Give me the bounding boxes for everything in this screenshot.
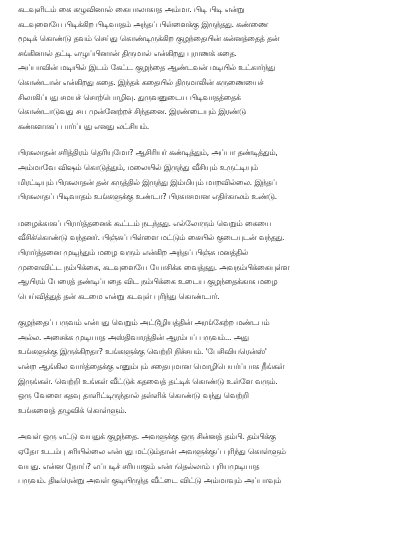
text-line: வீசிக்கொண்டு வந்தனர். பிஞ்சுப் பிள்ளை மட்டும் கையில் குடையுடன் வந்தது. <box>18 233 285 243</box>
text-line: அம்மாவே விஷம் கொடுத்தும், மலையில் இருந்து வீசியும் உருட்டியும் <box>18 162 258 172</box>
text-line: ஒரு வேளை கதவு தாளிட்டிருந்தால் தள்ளிக் கொண்டு வந்து வெற்றி <box>18 391 249 401</box>
text-line: மழைக்காகப் பிரார்த்தனைக் கூட்டம் நடந்தது. எல்லோரும் வெறும் கையை <box>18 218 272 228</box>
paragraph-2 <box>18 146 408 204</box>
text-line: சங்கினால் தட்டி எழுப்பினான் திருமால் என்கிறது புராணக் கதை. <box>18 48 237 58</box>
paragraph-4 <box>18 316 408 418</box>
paragraph-5 <box>18 430 408 488</box>
text-line: கடவுளிடம் கை கழுவினால் கையாலாகாத அம்மா. பிடி பிடி என்று <box>18 5 244 14</box>
text-line: அவள் ஒரு எட்டு வயதுக் குழந்தை. அவளுக்கு ஒரு சின்னத் தம்பி. தம்பிக்கு <box>18 432 276 442</box>
text-line: முளைவிட்ட நம்பிக்கை, கடவுளையே யோசிக்க வைத்தது. அவநம்பிக்கையுள்ள <box>18 262 290 272</box>
text-line: மூடிக் கொண்டு தவம் செய்து கொண்டிருக்கிற குழந்தையின் கன்னத்தைத் தன் <box>18 34 280 44</box>
text-line: பிரகலாதன் சரித்திரம் தெரியுமோ? ஆசிரியர் கண்டித்தும், அப்பா தண்டித்தும், <box>18 148 278 158</box>
text-line: என்ற ஆங்கில வார்த்தைக்கு எனும்பும் சதையுமான மொழிபெயர்ப்பாக நீங்கள் <box>18 362 285 372</box>
text-line: அல்ல. அசைக்க முடியாத அஸ்திவாரத்தின் ஆரம்பப் பருவம்... அது <box>18 332 249 342</box>
text-line: பெய்வித்துத் தன் கடமை என்று கடவுள் புரிந்து கொண்டார். <box>18 291 220 301</box>
paragraph-3 <box>18 217 408 305</box>
text-line: சிலாகிப்பது சமயச் சொற்பொழிவு. துருவனுடைய பிடிவாதத்தைக் <box>18 92 241 102</box>
text-line: குழந்தைப் பருவம் என்பது வெறும் அட்டூழியத்தின் அரங்கேற்ற மண்டபம் <box>18 318 270 328</box>
paragraph-1 <box>18 3 408 134</box>
text-line: மிரட்டியும் பிரகலாதன் தன் கருத்தில் இருந்து இம்மியும் மாறவில்லை. இந்தப் <box>18 177 277 187</box>
text-line: கொண்டாடுவது சய முன்னேற்றச் சிந்தனை. இரண்டையும் இரண்டு <box>18 107 246 117</box>
text-line: கண்களாகப் பார்ப்பது எனது லட்சியம். <box>18 121 149 131</box>
text-line: ஆயிரம் பேரைத் தண்டிப்பதை விட நம்பிக்கை உடைய குழந்தைக்காக மழை <box>18 277 278 287</box>
text-line: ஏதோ உடம்பு சரியில்லை என்பது மட்டும்தான் அவளுக்குப் புரிந்து கொள்ளும் <box>18 447 286 457</box>
text-line: பருவம். திடீரென்று அவள் குடியிருந்த வீட்டை விட்டு அம்மாவும் அப்பாவும் <box>18 476 281 486</box>
text-line: உங்களுக்கு இருக்கிறதா? உங்களுக்கு வெற்றி நிச்சயம். 'பேசிவியரென்ஸ்' <box>18 347 267 357</box>
text-line: கடவுளையே பிடிக்கிற பிடிவாதம் அந்தப் பிள்ளைக்கு இருந்தது. கண்ணை <box>18 19 268 29</box>
text-line: பிரகலாதப் பிடிவாதம் உங்களுக்கு உண்டா? பிரகாசமான எதிர்காலம் உண்டு. <box>18 192 277 202</box>
text-line: இருங்கள். வெற்றி உங்கள் வீட்டுக் கதவைத் தட்டிக் கொண்டு உள்ளே வரும். <box>18 376 278 386</box>
text-line: உங்களைத் தழுவிக் கொள்ளும். <box>18 405 127 415</box>
text-line: வயது. என்ன நோய்? எப்படிச் சரியாகும் என்பதெல்லாம் புரியமுடியாத <box>18 461 260 471</box>
text-line: பிரார்த்தனை முடிந்தும் மழை வரும் என்கிற அந்தப் பிஞ்சு மனத்தில் <box>18 247 248 257</box>
text-line: கொண்டான் என்கிறது கதை. இந்தக் கதையில் திருமாலின் கருணையைச் <box>18 77 264 87</box>
text-line: அப்பாவின் மடியில் இடம் கேட்ட குழந்தை ஆண்டவன் மடியில் உட்கார்ந்து <box>18 63 275 73</box>
